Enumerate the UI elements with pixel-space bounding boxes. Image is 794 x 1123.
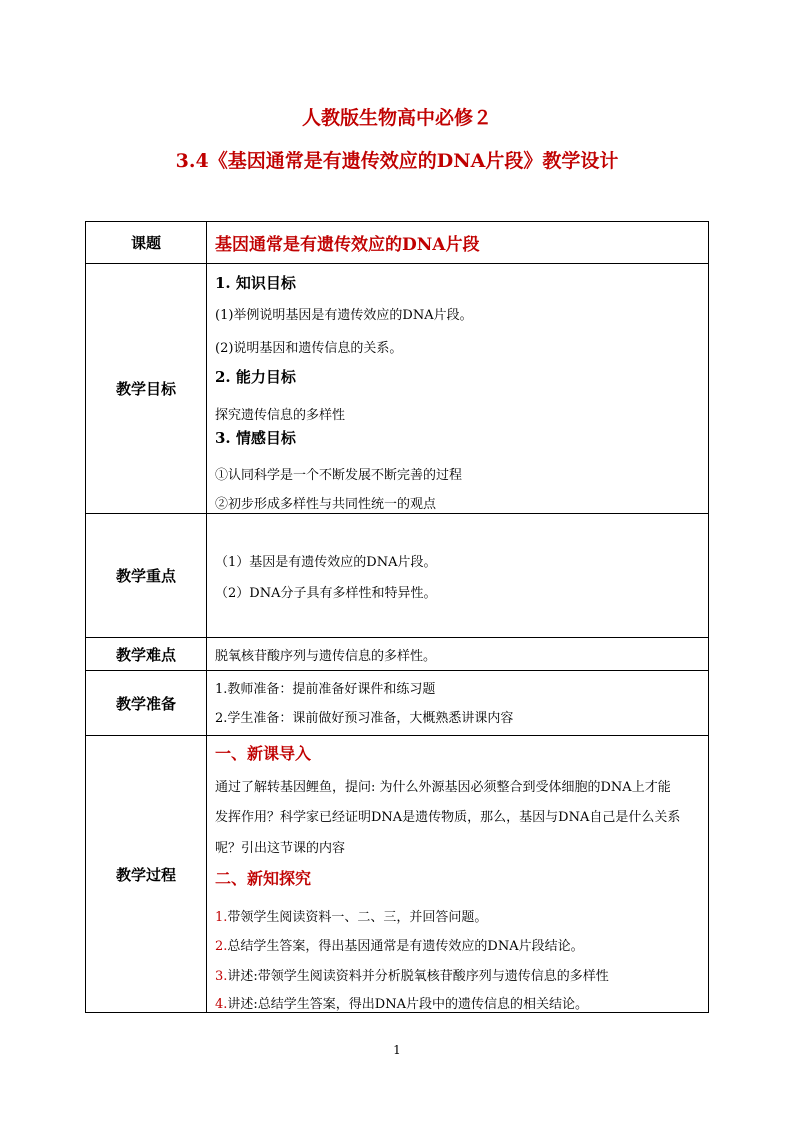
emotion-goal-item: ①认同科学是一个不断发展不断完善的过程: [215, 468, 463, 483]
table-row-process: [86, 736, 709, 1013]
knowledge-goal-item: (1)举例说明基因是有遗传效应的DNA片段。: [215, 308, 473, 323]
step-text: 总结学生答案，得出基因通常是有遗传效应的DNA片段结论。: [227, 939, 584, 954]
table-row-difficulty: [86, 638, 709, 671]
step-text: 讲述:总结学生答案，得出DNA片段中的遗传信息的相关结论。: [227, 997, 588, 1012]
step-number: 1.: [215, 910, 228, 925]
step-item: [215, 993, 588, 1012]
row-label-key-points: 教学重点: [86, 514, 207, 638]
row-label-difficulty: 教学难点: [86, 638, 207, 671]
intro-line: 呢？引出这节课的内容: [215, 841, 346, 856]
row-label-objectives: 教学目标: [86, 264, 207, 514]
preparation-item: 2.学生准备：课前做好预习准备，大概熟悉讲课内容: [215, 711, 514, 726]
key-point-item: （2）DNA分子具有多样性和特异性。: [215, 586, 437, 601]
step-number: 3.: [215, 969, 228, 984]
row-content-key-points: [207, 514, 709, 638]
document-title: 人教版生物高中必修２: [301, 107, 492, 129]
lesson-plan-table: [85, 221, 709, 1013]
emotion-goal-item: ②初步形成多样性与共同性统一的观点: [215, 497, 437, 512]
section-title-intro: 一、新课导入: [215, 744, 312, 763]
topic-value: 基因通常是有遗传效应的DNA片段: [215, 235, 480, 255]
key-point-item: （1）基因是有遗传效应的DNA片段。: [215, 555, 437, 570]
document-subtitle: 3.4《基因通常是有遗传效应的DNA片段》教学设计: [175, 150, 619, 172]
step-text: 讲述:带领学生阅读资料并分析脱氧核苷酸序列与遗传信息的多样性: [227, 969, 609, 984]
knowledge-goal-title: 1. 知识目标: [215, 274, 296, 292]
step-item: [215, 965, 609, 984]
row-label-process: 教学过程: [86, 736, 207, 1013]
preparation-item: 1.教师准备：提前准备好课件和练习题: [215, 682, 436, 697]
ability-goal-text: 探究遗传信息的多样性: [215, 408, 346, 423]
step-item: [215, 906, 487, 925]
page-number: 1: [393, 1043, 401, 1057]
ability-goal-title: 2. 能力目标: [215, 368, 296, 386]
knowledge-goal-item: (2)说明基因和遗传信息的关系。: [215, 341, 403, 356]
row-label-topic: 课题: [86, 222, 207, 264]
intro-line: 通过了解转基因鲤鱼，提问: 为什么外源基因必须整合到受体细胞的DNA上才能: [215, 780, 671, 795]
table-row-preparation: [86, 671, 709, 736]
section-title-explore: 二、新知探究: [215, 869, 312, 888]
step-item: [215, 935, 584, 954]
step-number: 2.: [215, 939, 228, 954]
table-row-objectives: [86, 264, 709, 514]
table-row-topic: [86, 222, 709, 264]
row-content-preparation: [207, 671, 709, 736]
emotion-goal-title: 3. 情感目标: [215, 429, 296, 447]
intro-line: 发挥作用？科学家已经证明DNA是遗传物质，那么，基因与DNA自己是什么关系: [215, 810, 681, 825]
difficulty-text: 脱氧核苷酸序列与遗传信息的多样性。: [215, 648, 437, 664]
step-text: 带领学生阅读资料一、二、三，并回答问题。: [227, 910, 488, 925]
row-content-process: [207, 736, 709, 1013]
row-content-objectives: [207, 264, 709, 514]
row-label-preparation: 教学准备: [86, 671, 207, 736]
step-number: 4.: [215, 997, 228, 1012]
row-content-topic: [207, 222, 709, 264]
row-content-difficulty: [207, 638, 709, 671]
table-row-key-points: [86, 514, 709, 638]
